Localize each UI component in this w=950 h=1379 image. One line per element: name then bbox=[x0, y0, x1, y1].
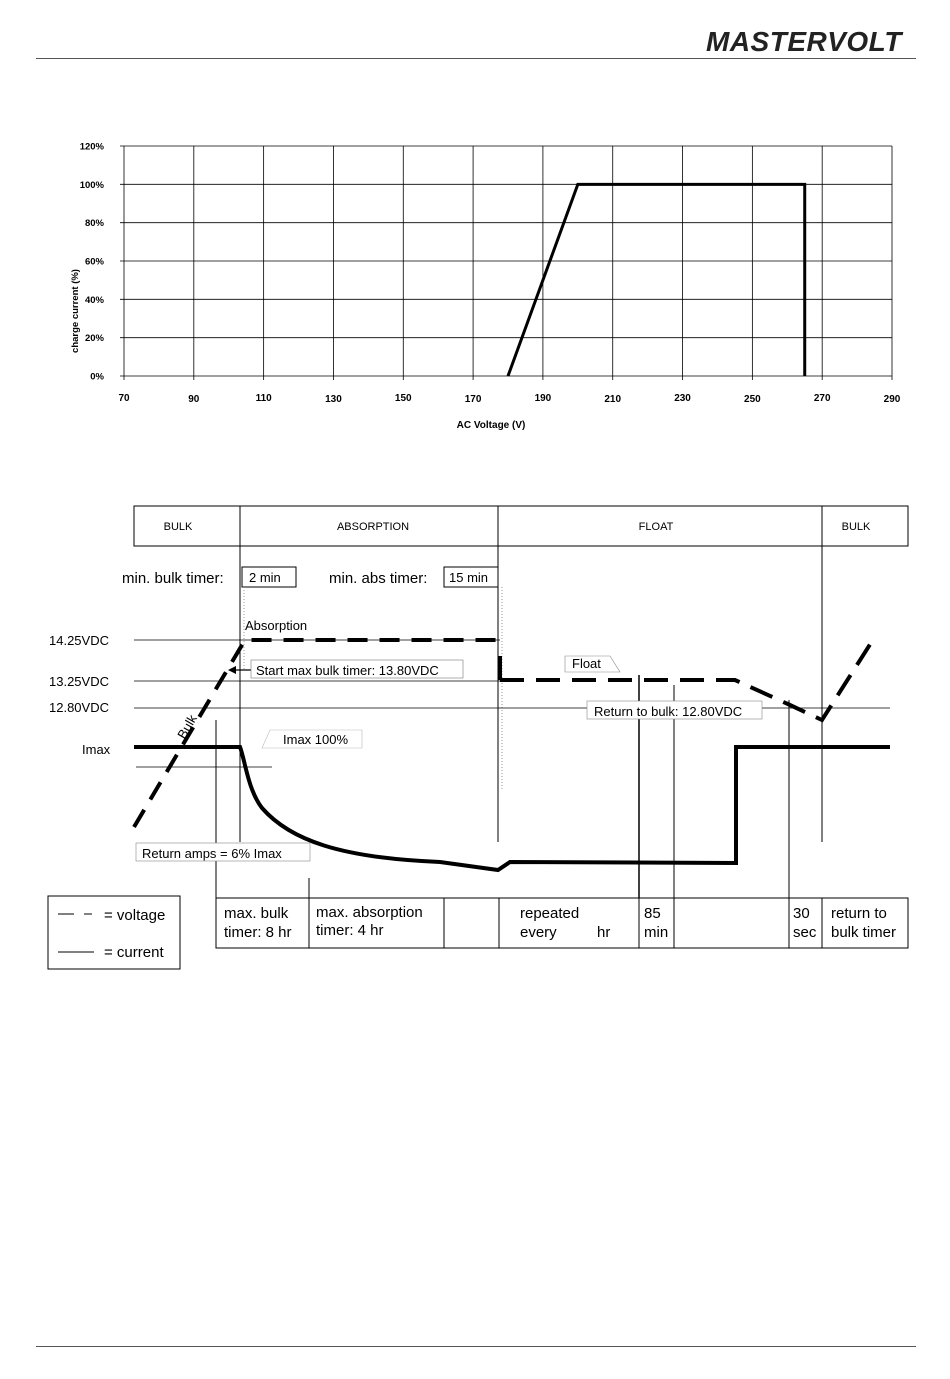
chart-grid bbox=[120, 146, 892, 380]
chart-x-tick-label: 230 bbox=[674, 393, 691, 404]
min-bulk-timer-value: 2 min bbox=[249, 570, 281, 585]
chart-x-tick-label: 190 bbox=[534, 393, 552, 404]
chart-x-tick-label: 70 bbox=[118, 393, 130, 404]
chart-y-tick-label: 60% bbox=[84, 256, 104, 268]
chart-x-label: AC Voltage (V) bbox=[456, 420, 526, 431]
footer-rule bbox=[36, 1346, 916, 1347]
repeated-line1: repeated bbox=[520, 905, 580, 922]
c30-line2: sec bbox=[793, 924, 817, 941]
chart-y-tick-label: 120% bbox=[79, 141, 104, 153]
max-bulk-line2: timer: 8 hr bbox=[224, 924, 292, 941]
chart-series-line bbox=[508, 184, 805, 376]
phase-bulk: BULK bbox=[163, 521, 193, 533]
chart-x-tick-label: 210 bbox=[604, 394, 622, 405]
float-annotation: Float bbox=[572, 656, 601, 671]
chart-y-ticks bbox=[80, 142, 105, 383]
legend-current: = current bbox=[104, 944, 164, 961]
return-line1: return to bbox=[831, 905, 887, 922]
return-amps-annotation: Return amps = 6% Imax bbox=[142, 846, 282, 861]
max-abs-line2: timer: 4 hr bbox=[316, 922, 384, 939]
chart-x-tick-label: 250 bbox=[744, 394, 761, 405]
chart-y-tick-label: 40% bbox=[84, 294, 104, 306]
charge-cycle-diagram bbox=[0, 490, 950, 990]
chart-y-tick-label: 80% bbox=[84, 218, 104, 230]
legend-voltage: = voltage bbox=[104, 907, 166, 924]
arrow-head-icon bbox=[228, 666, 236, 674]
phase-float: FLOAT bbox=[638, 521, 674, 533]
chart-y-label: charge current (%) bbox=[70, 269, 81, 353]
chart-x-tick-label: 90 bbox=[188, 394, 200, 405]
return-line2: bulk timer bbox=[831, 924, 897, 941]
bulk-annotation: Bulk bbox=[174, 712, 200, 742]
min-abs-timer-label: min. abs timer: bbox=[329, 570, 428, 587]
header-rule bbox=[36, 58, 916, 59]
level-12-80: 12.80VDC bbox=[49, 700, 109, 715]
absorption-annotation: Absorption bbox=[245, 618, 308, 633]
chart-y-tick-label: 20% bbox=[84, 333, 104, 345]
max-bulk-line1: max. bulk bbox=[224, 905, 289, 922]
chart-x-tick-label: 290 bbox=[883, 394, 901, 405]
min-bulk-timer-label: min. bulk timer: bbox=[122, 570, 224, 587]
chart-x-ticks bbox=[118, 393, 900, 405]
start-bulk-annotation: Start max bulk timer: 13.80VDC bbox=[256, 663, 439, 678]
phase-absorption: ABSORPTION bbox=[336, 521, 410, 533]
chart-x-tick-label: 110 bbox=[255, 393, 272, 404]
chart-x-tick-label: 270 bbox=[813, 393, 831, 404]
phase-header-box bbox=[134, 506, 908, 546]
mastervolt-logo: MASTERVOLT bbox=[706, 26, 902, 57]
chart-x-tick-label: 170 bbox=[464, 394, 482, 405]
chart-y-tick-label: 100% bbox=[79, 179, 104, 191]
imax-label: Imax bbox=[82, 742, 111, 757]
imax100-annotation: Imax 100% bbox=[283, 732, 349, 747]
chart-x-tick-label: 130 bbox=[325, 394, 342, 405]
max-abs-line1: max. absorption bbox=[316, 904, 423, 921]
level-13-25: 13.25VDC bbox=[49, 674, 109, 689]
repeated-line2: every bbox=[520, 924, 557, 941]
c85-line2: min bbox=[644, 924, 669, 941]
repeated-hr: hr bbox=[597, 924, 611, 941]
chart-y-tick-label: 0% bbox=[90, 371, 104, 383]
charge-current-chart bbox=[0, 130, 950, 440]
min-abs-timer-value: 15 min bbox=[449, 570, 489, 585]
c85-line1: 85 bbox=[644, 905, 661, 922]
phase-bulk-return: BULK bbox=[841, 521, 871, 533]
chart-x-tick-label: 150 bbox=[394, 393, 412, 404]
level-14-25: 14.25VDC bbox=[49, 633, 109, 648]
return-bulk-annotation: Return to bulk: 12.80VDC bbox=[594, 704, 743, 719]
c30-line1: 30 bbox=[793, 905, 810, 922]
